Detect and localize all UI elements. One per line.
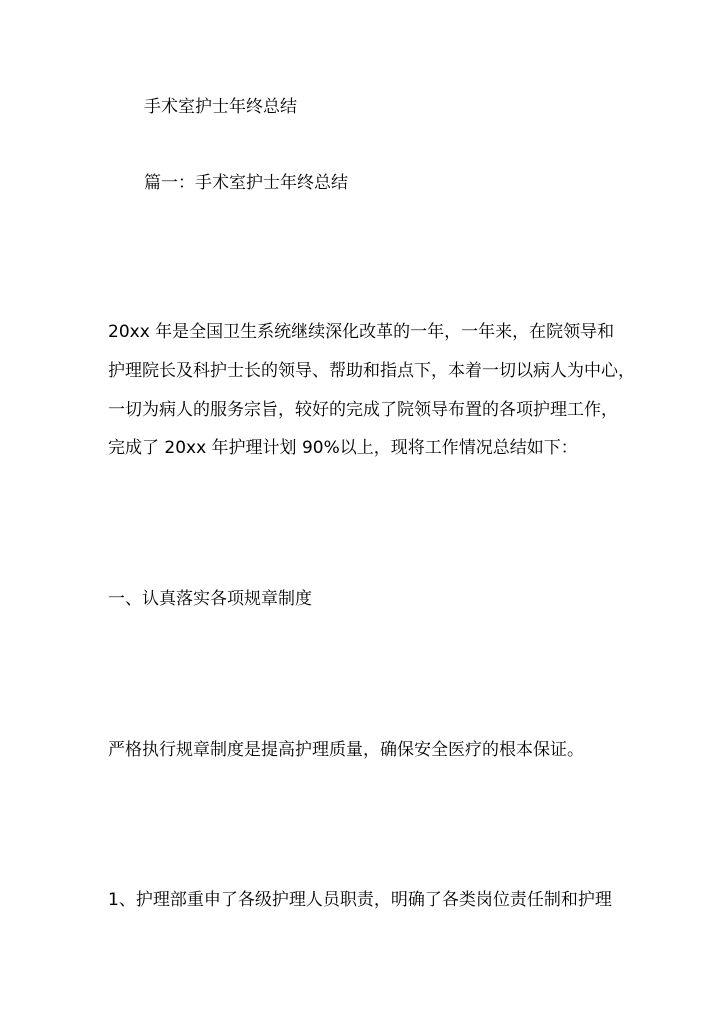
item-line-1: 1、护理部重申了各级护理人员职责，明确了各类岗位责任制和护理 [108,890,612,910]
intro-line-1: 20xx 年是全国卫生系统继续深化改革的一年，一年来，在院领导和 [108,322,615,342]
intro-line-2: 护理院长及科护士长的领导、帮助和指点下，本着一切以病人为中心， [108,361,635,381]
section-paragraph: 严格执行规章制度是提高护理质量，确保安全医疗的根本保证。 [108,740,584,760]
section-heading: 一、认真落实各项规章制度 [108,589,312,609]
document-subtitle: 篇一：手术室护士年终总结 [144,173,348,193]
intro-line-3: 一切为病人的服务宗旨，较好的完成了院领导布置的各项护理工作， [108,400,618,420]
intro-line-4: 完成了 20xx 年护理计划 90%以上，现将工作情况总结如下： [108,438,578,458]
document-title: 手术室护士年终总结 [144,97,297,117]
